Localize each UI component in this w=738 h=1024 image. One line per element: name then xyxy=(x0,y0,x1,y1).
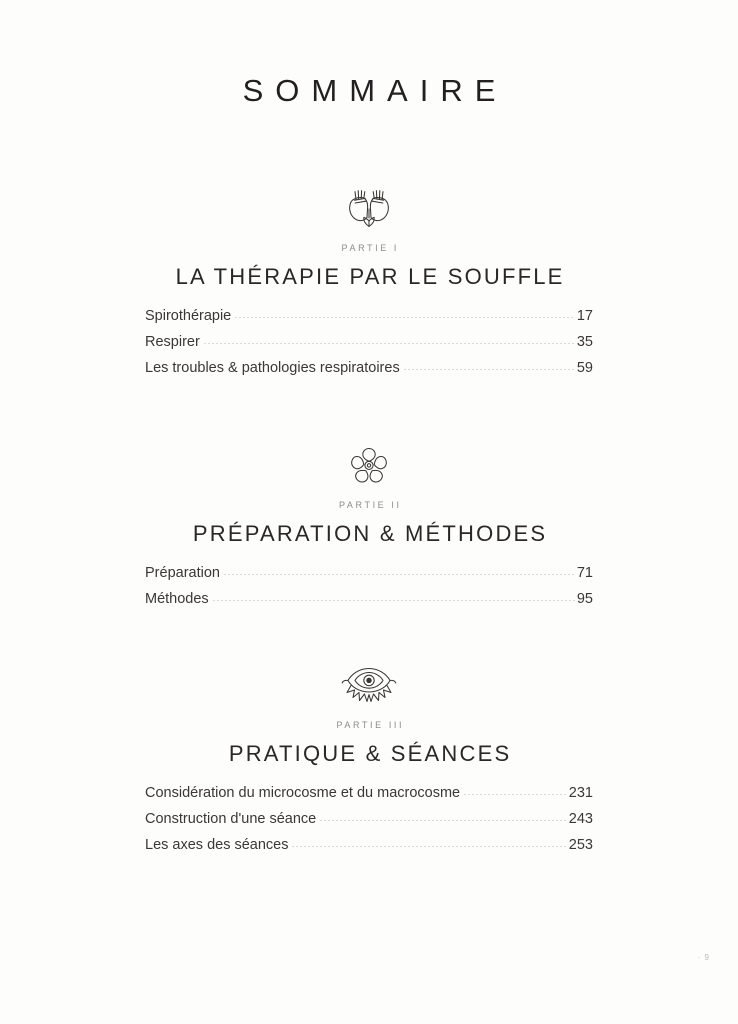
part-title-3: PRATIQUE & SÉANCES xyxy=(228,741,512,766)
toc-entry[interactable] xyxy=(145,811,593,837)
toc-entry-list-1 xyxy=(145,308,593,386)
dot-leader xyxy=(291,846,566,847)
toc-entry-title: Respirer xyxy=(145,334,200,350)
toc-entry-page: 17 xyxy=(576,308,593,324)
toc-entry-title: Spirothérapie xyxy=(145,308,232,324)
toc-entry-title: Les axes des séances xyxy=(145,837,289,853)
toc-entry[interactable] xyxy=(145,565,593,591)
part-title-1: LA THÉRAPIE PAR LE SOUFFLE xyxy=(175,264,565,289)
part-title-2: PRÉPARATION & MÉTHODES xyxy=(192,521,548,546)
lungs-botanical-ornament xyxy=(0,185,738,233)
toc-section-part-1 xyxy=(0,185,738,386)
toc-entry-list-2 xyxy=(145,565,593,617)
dot-leader xyxy=(319,820,567,821)
toc-entry[interactable] xyxy=(145,334,593,360)
part-label-1: PARTIE I xyxy=(341,243,400,253)
toc-entry[interactable] xyxy=(145,785,593,811)
toc-entry-page: 35 xyxy=(576,334,593,350)
toc-entry-page: 243 xyxy=(568,811,593,827)
flower-ornament xyxy=(0,442,738,490)
toc-entry[interactable] xyxy=(145,360,593,386)
part-label-3: PARTIE III xyxy=(336,720,405,730)
toc-section-part-3 xyxy=(0,662,738,863)
toc-entry-list-3 xyxy=(145,785,593,863)
toc-entry-title: Considération du microcosme et du macrocosme xyxy=(145,785,461,801)
part-label-2: PARTIE II xyxy=(339,500,402,510)
toc-entry-page: 253 xyxy=(568,837,593,853)
toc-entry[interactable] xyxy=(145,308,593,334)
dot-leader xyxy=(203,343,575,344)
toc-entry-page: 231 xyxy=(568,785,593,801)
toc-entry[interactable] xyxy=(145,591,593,617)
toc-section-part-2 xyxy=(0,442,738,617)
eye-ornament xyxy=(0,662,738,710)
page-folio: · 9 xyxy=(697,953,710,962)
page-title: SOMMAIRE xyxy=(242,73,508,108)
toc-entry-title: Construction d'une séance xyxy=(145,811,317,827)
toc-entry-page: 71 xyxy=(576,565,593,581)
dot-leader xyxy=(234,317,575,318)
toc-entry[interactable] xyxy=(145,837,593,863)
toc-entry-title: Préparation xyxy=(145,565,220,581)
toc-entry-title: Les troubles & pathologies respiratoires xyxy=(145,360,400,376)
toc-entry-page: 59 xyxy=(576,360,593,376)
dot-leader xyxy=(403,369,575,370)
dot-leader xyxy=(212,600,575,601)
dot-leader xyxy=(463,794,567,795)
dot-leader xyxy=(223,574,575,575)
toc-entry-title: Méthodes xyxy=(145,591,209,607)
toc-entry-page: 95 xyxy=(576,591,593,607)
